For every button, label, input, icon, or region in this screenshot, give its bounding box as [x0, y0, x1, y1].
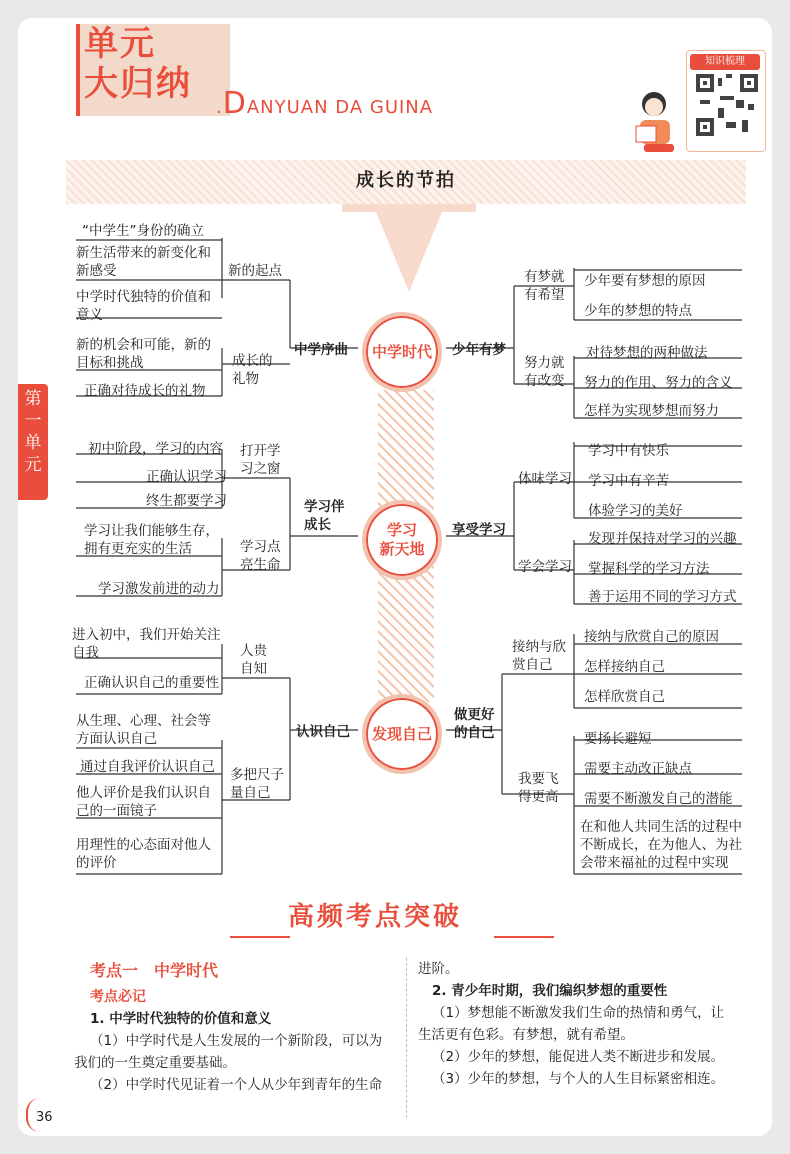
leaf-item: 体验学习的美好: [588, 503, 683, 519]
map-title: 成长的节拍: [356, 170, 456, 191]
center-node-discover-self: 发现自己: [362, 694, 442, 774]
leaf-item: 少年的梦想的特点: [584, 303, 692, 319]
branch-label: 中学序曲: [294, 342, 348, 358]
paragraph-line: （1）梦想能不断激发我们生命的热情和勇气，让: [432, 1005, 725, 1021]
sub-branch-label: 努力就 有改变: [524, 355, 565, 389]
leaf-item: 从生理、心理、社会等 方面认识自己: [76, 713, 211, 747]
leaf-item: 努力的作用、努力的含义: [584, 375, 733, 391]
kaodian-heading: 考点一 中学时代: [90, 961, 219, 980]
sub-branch-label: 成长的 礼物: [232, 353, 273, 387]
leaf-item: 学习激发前进的动力: [98, 581, 220, 597]
paragraph-line: （3）少年的梦想，与个人的人生目标紧密相连。: [432, 1071, 725, 1087]
leaf-item: 正确对待成长的礼物: [84, 383, 206, 399]
leaf-item: 少年要有梦想的原因: [584, 273, 706, 289]
leaf-item: 怎样接纳自己: [584, 659, 665, 675]
sub-branch-label: 学习点 亮生命: [240, 539, 281, 573]
leaf-item: “中学生”身份的确立: [82, 223, 204, 239]
paragraph-line: （1）中学时代是人生发展的一个新阶段，可以为: [90, 1033, 383, 1049]
branch-label: 做更好 的自己: [454, 707, 495, 741]
right-column: [418, 958, 764, 1090]
section-title: 高频考点突破: [288, 902, 463, 932]
leaf-item: 中学时代独特的价值和 意义: [76, 289, 211, 323]
sub-branch-label: 有梦就 有希望: [524, 269, 565, 303]
leaf-item: 要扬长避短: [584, 731, 652, 747]
paragraph-line: 进阶。: [418, 961, 459, 977]
paragraph-heading: 1. 中学时代独特的价值和意义: [90, 1011, 272, 1027]
sub-branch-label: 我要飞 得更高: [518, 771, 559, 805]
branch-label: 少年有梦: [452, 342, 506, 358]
leaf-item: 接纳与欣赏自己的原因: [584, 629, 719, 645]
section-rule-right: [494, 936, 554, 938]
leaf-item: 用理性的心态面对他人 的评价: [76, 837, 211, 871]
center-node-new-learning: 学习 新天地: [362, 500, 442, 580]
leaf-item: 需要主动改正缺点: [584, 761, 692, 777]
leaf-item: 对待梦想的两种做法: [586, 345, 708, 361]
leaf-item: 终生都要学习: [146, 493, 227, 509]
branch-label: 学习伴 成长: [304, 499, 345, 533]
paragraph-line: （2）少年的梦想，能促进人类不断进步和发展。: [432, 1049, 725, 1065]
leaf-item: 学习中有快乐: [588, 443, 669, 459]
page: [18, 18, 772, 1136]
leaf-item: 怎样欣赏自己: [584, 689, 665, 705]
paragraph-heading: 2. 青少年时期，我们编织梦想的重要性: [432, 983, 668, 999]
paragraph-line: （2）中学时代见证着一个人从少年到青年的生命: [90, 1077, 383, 1093]
unit-side-tab: 第 一 单 元: [18, 384, 48, 500]
branch-label: 认识自己: [296, 724, 350, 740]
left-column: [74, 1008, 400, 1096]
leaf-item: 他人评价是我们认识自 己的一面镜子: [76, 785, 211, 819]
leaf-item: 学习让我们能够生存， 拥有更充实的生活: [84, 523, 219, 557]
sub-branch-label: 打开学 习之窗: [240, 443, 281, 477]
paragraph-line: 生活更有色彩。有梦想，就有希望。: [418, 1027, 634, 1043]
center-node-middle-school: 中学时代: [362, 312, 442, 392]
section-rule-left: [230, 936, 290, 938]
qr-label: 知识梳理: [690, 54, 760, 70]
column-divider: [406, 958, 408, 1118]
leaf-item: 正确认识自己的重要性: [84, 675, 219, 691]
leaf-item: 通过自我评价认识自己: [80, 759, 215, 775]
unit-title: 单元 大归纳: [84, 24, 192, 104]
leaf-item: 在和他人共同生活的过程中 不断成长，在为他人、为社 会带来福祉的过程中实现: [580, 819, 742, 871]
paragraph-line: 我们的一生奠定重要基础。: [74, 1055, 236, 1071]
leaf-item: 善于运用不同的学习方式: [588, 589, 737, 605]
sub-branch-label: 新的起点: [228, 263, 282, 279]
leaf-item: 学习中有辛苦: [588, 473, 669, 489]
leaf-item: 进入初中，我们开始关注 自我: [72, 627, 221, 661]
unit-title-pinyin: .DANYUAN DA GUINA: [216, 86, 434, 121]
sub-branch-label: 接纳与欣 赏自己: [512, 639, 566, 673]
sub-branch-label: 体味学习: [518, 471, 572, 487]
leaf-item: 正确认识学习: [146, 469, 227, 485]
branch-label: 享受学习: [452, 522, 506, 538]
leaf-item: 掌握科学的学习方法: [588, 561, 710, 577]
sub-branch-label: 人贵 自知: [240, 643, 267, 677]
leaf-item: 需要不断激发自己的潜能: [584, 791, 733, 807]
page-number: 36: [36, 1110, 53, 1125]
leaf-item: 新生活带来的新变化和 新感受: [76, 245, 211, 279]
leaf-item: 新的机会和可能，新的 目标和挑战: [76, 337, 211, 371]
sub-branch-label: 学会学习: [518, 559, 572, 575]
sub-branch-label: 多把尺子 量自己: [230, 767, 284, 801]
kaodian-subheading: 考点必记: [90, 989, 146, 1005]
leaf-item: 初中阶段，学习的内容: [88, 441, 223, 457]
leaf-item: 发现并保持对学习的兴趣: [588, 531, 737, 547]
leaf-item: 怎样为实现梦想而努力: [584, 403, 719, 419]
